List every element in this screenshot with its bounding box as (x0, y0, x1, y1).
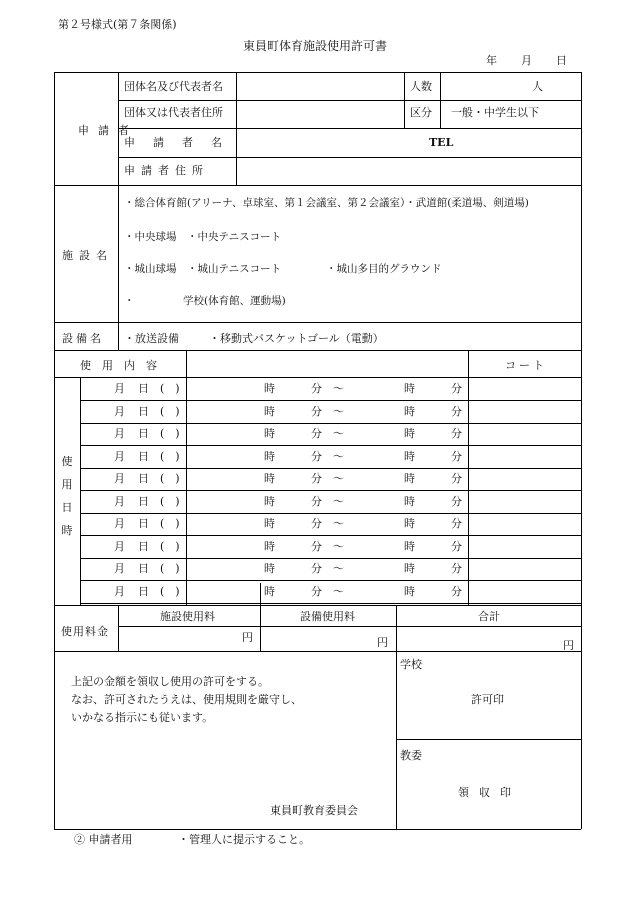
usage-day-label: 日 (138, 517, 149, 530)
usage-month-label: 月 (114, 427, 125, 440)
usage-weekday-field[interactable]: ( ) (160, 517, 180, 530)
usage-start-hour-label: 時 (264, 472, 275, 485)
group-name-label: 団体名及び代表者名 (124, 80, 223, 93)
usage-end-hour-label: 時 (404, 472, 415, 485)
usage-start-hour-label: 時 (264, 517, 275, 530)
usage-weekday-field[interactable]: ( ) (160, 539, 180, 553)
usage-day-label: 日 (138, 404, 149, 418)
usage-weekday-field[interactable]: ( ) (160, 562, 180, 575)
equipment-section-label: 設備名 (62, 332, 104, 345)
court-field[interactable] (470, 401, 580, 422)
usage-weekday-field[interactable]: ( ) (160, 494, 180, 508)
usage-end-minute-label: 分 (451, 584, 462, 598)
category-label: 区分 (410, 106, 432, 119)
fees-section-label: 使用料金 (61, 625, 109, 638)
usage-day-label: 日 (138, 494, 149, 508)
usage-month-label: 月 (114, 404, 125, 418)
grid-line (54, 605, 581, 606)
usage-start-minute-label: 分 (311, 562, 322, 575)
equipment-item-b: ・移動式バスケットゴール（電動） (209, 332, 384, 345)
court-label: コート (505, 359, 547, 372)
facility-line-4b: 学校(体育館、運動場) (183, 295, 286, 307)
school-name-field[interactable] (139, 291, 179, 311)
grid-line (396, 739, 581, 740)
tel-label: TEL (429, 136, 454, 149)
usage-day-label: 日 (138, 449, 149, 463)
usage-start-minute-label: 分 (311, 382, 322, 395)
usage-weekday-field[interactable]: ( ) (160, 382, 180, 395)
usage-content-field[interactable] (186, 354, 468, 374)
grid-line (80, 603, 581, 604)
facility-section-label: 施設名 (62, 249, 113, 262)
school-label: 学校 (400, 658, 422, 671)
usage-end-hour-label: 時 (404, 584, 415, 598)
usage-day-label: 日 (138, 562, 149, 575)
facility-line-3a: ・城山球場 ・城山テニスコート (124, 263, 282, 275)
usage-datetime-label: 使用日時 (61, 455, 73, 537)
usage-weekday-field[interactable]: ( ) (160, 449, 180, 463)
total-fee-field[interactable] (396, 628, 580, 650)
usage-start-hour-label: 時 (264, 494, 275, 508)
usage-end-minute-label: 分 (451, 517, 462, 530)
receipt-seal-label: 領収印 (458, 786, 521, 799)
usage-end-hour-label: 時 (404, 562, 415, 575)
usage-end-hour-label: 時 (404, 517, 415, 530)
applicant-address-field[interactable] (240, 158, 580, 185)
grid-line (54, 829, 581, 830)
count-field[interactable] (445, 76, 580, 100)
usage-start-hour-label: 時 (264, 449, 275, 463)
applicant-section-label: 申請者 (78, 123, 138, 137)
usage-end-hour-label: 時 (404, 382, 415, 395)
usage-start-hour-label: 時 (264, 584, 275, 598)
usage-day-label: 日 (138, 382, 149, 395)
grid-line (118, 100, 581, 101)
group-address-field[interactable] (240, 102, 402, 126)
usage-start-hour-label: 時 (264, 427, 275, 440)
facility-fee-field[interactable] (118, 628, 258, 650)
total-fee-label: 合計 (478, 610, 500, 623)
usage-day-label: 日 (138, 427, 149, 440)
usage-weekday-field[interactable]: ( ) (160, 584, 180, 598)
usage-range-tilde: ～ (333, 517, 344, 530)
usage-start-minute-label: 分 (311, 427, 322, 440)
usage-end-minute-label: 分 (451, 539, 462, 553)
usage-end-minute-label: 分 (451, 494, 462, 508)
usage-start-minute-label: 分 (311, 449, 322, 463)
equipment-fee-field[interactable] (260, 628, 394, 650)
usage-end-minute-label: 分 (451, 404, 462, 418)
applicant-name-field[interactable] (240, 130, 580, 157)
usage-weekday-field[interactable]: ( ) (160, 404, 180, 418)
footer-note: ・管理人に提示すること。 (178, 833, 310, 846)
usage-start-minute-label: 分 (311, 494, 322, 508)
usage-range-tilde: ～ (333, 382, 344, 395)
date-month-label: 月 (521, 54, 532, 67)
approval-text-line-1: 上記の金額を領収し使用の許可をする。 (71, 675, 269, 688)
facility-line-3b: ・城山多目的グラウンド (326, 263, 442, 275)
usage-end-minute-label: 分 (451, 449, 462, 463)
facility-line-4a: ・ (124, 295, 135, 307)
facility-fee-label: 施設使用料 (160, 610, 215, 623)
usage-range-tilde: ～ (333, 449, 344, 463)
date-year-label: 年 (486, 54, 497, 67)
category-value: 一般・中学生以下 (451, 106, 539, 119)
grid-line (54, 185, 581, 186)
grid-line (118, 626, 581, 627)
usage-range-tilde: ～ (333, 427, 344, 440)
grid-line (54, 72, 581, 73)
court-field[interactable] (470, 558, 580, 579)
board-label: 教委 (400, 749, 422, 762)
usage-weekday-field[interactable]: ( ) (160, 427, 180, 440)
usage-start-hour-label: 時 (264, 562, 275, 575)
equipment-fee-label: 設備使用料 (300, 610, 355, 623)
grid-line (118, 128, 581, 129)
usage-end-minute-label: 分 (451, 562, 462, 575)
court-field[interactable] (470, 536, 580, 557)
form-number: 第２号様式(第７条関係) (58, 18, 177, 31)
equipment-fee-yen: 円 (377, 636, 388, 649)
count-unit: 人 (532, 80, 543, 93)
usage-month-label: 月 (114, 382, 125, 395)
court-field[interactable] (470, 378, 580, 399)
usage-day-label: 日 (138, 472, 149, 485)
usage-weekday-field[interactable]: ( ) (160, 472, 180, 485)
usage-end-hour-label: 時 (404, 427, 415, 440)
grid-line (54, 350, 581, 351)
usage-start-minute-label: 分 (311, 539, 322, 553)
grid-line (54, 322, 581, 323)
court-field[interactable] (470, 491, 580, 512)
usage-month-label: 月 (114, 449, 125, 463)
usage-start-minute-label: 分 (311, 584, 322, 598)
usage-day-label: 日 (138, 539, 149, 553)
court-field[interactable] (470, 581, 580, 602)
usage-end-minute-label: 分 (451, 472, 462, 485)
usage-month-label: 月 (114, 539, 125, 553)
usage-start-minute-label: 分 (311, 472, 322, 485)
usage-range-tilde: ～ (333, 404, 344, 418)
grid-line (581, 72, 582, 829)
issuer-name: 東員町教育委員会 (270, 804, 358, 817)
usage-range-tilde: ～ (333, 584, 344, 598)
approval-text-line-3: いかなる指示にも従います。 (71, 711, 214, 724)
approval-text-line-2: なお、許可されたうえは、使用規則を厳守し、 (71, 693, 302, 706)
usage-start-hour-label: 時 (264, 539, 275, 553)
date-day-label: 日 (556, 54, 567, 67)
usage-end-hour-label: 時 (404, 404, 415, 418)
facility-fee-yen: 円 (242, 631, 253, 644)
usage-end-minute-label: 分 (451, 382, 462, 395)
usage-start-minute-label: 分 (311, 517, 322, 530)
copy-label: ② 申請者用 (74, 833, 133, 846)
usage-range-tilde: ～ (333, 539, 344, 553)
total-fee-yen: 円 (563, 639, 574, 652)
applicant-address-label: 申請者住所 (124, 164, 209, 177)
applicant-name-label: 申請者名 (124, 136, 240, 149)
usage-month-label: 月 (114, 584, 125, 598)
grid-line (468, 350, 469, 605)
usage-range-tilde: ～ (333, 472, 344, 485)
usage-month-label: 月 (114, 494, 125, 508)
count-label: 人数 (410, 80, 432, 93)
usage-end-minute-label: 分 (451, 427, 462, 440)
usage-month-label: 月 (114, 472, 125, 485)
group-address-label: 団体又は代表者住所 (124, 106, 223, 119)
facility-line-2: ・中央球場 ・中央テニスコート (124, 231, 282, 243)
grid-line (118, 185, 119, 350)
usage-content-label: 使用内容 (80, 359, 168, 372)
usage-month-label: 月 (114, 517, 125, 530)
usage-end-hour-label: 時 (404, 449, 415, 463)
form-title: 東員町体育施設使用許可書 (242, 39, 387, 53)
usage-start-hour-label: 時 (264, 404, 275, 418)
usage-range-tilde: ～ (333, 562, 344, 575)
usage-day-label: 日 (138, 584, 149, 598)
usage-end-hour-label: 時 (404, 494, 415, 508)
group-name-field[interactable] (240, 76, 402, 100)
usage-month-label: 月 (114, 562, 125, 575)
approval-seal-label: 許可印 (471, 693, 504, 706)
court-field[interactable] (470, 423, 580, 444)
usage-start-hour-label: 時 (264, 382, 275, 395)
court-field[interactable] (470, 446, 580, 467)
facility-line-1: ・総合体育館(アリーナ、卓球室、第１会議室、第２会議室）・武道館(柔道場、剣道場) (124, 197, 529, 209)
equipment-item-a: ・放送設備 (124, 332, 179, 345)
court-field[interactable] (470, 468, 580, 489)
court-field[interactable] (470, 513, 580, 534)
usage-start-minute-label: 分 (311, 404, 322, 418)
usage-end-hour-label: 時 (404, 539, 415, 553)
grid-line (54, 651, 581, 652)
usage-range-tilde: ～ (333, 494, 344, 508)
